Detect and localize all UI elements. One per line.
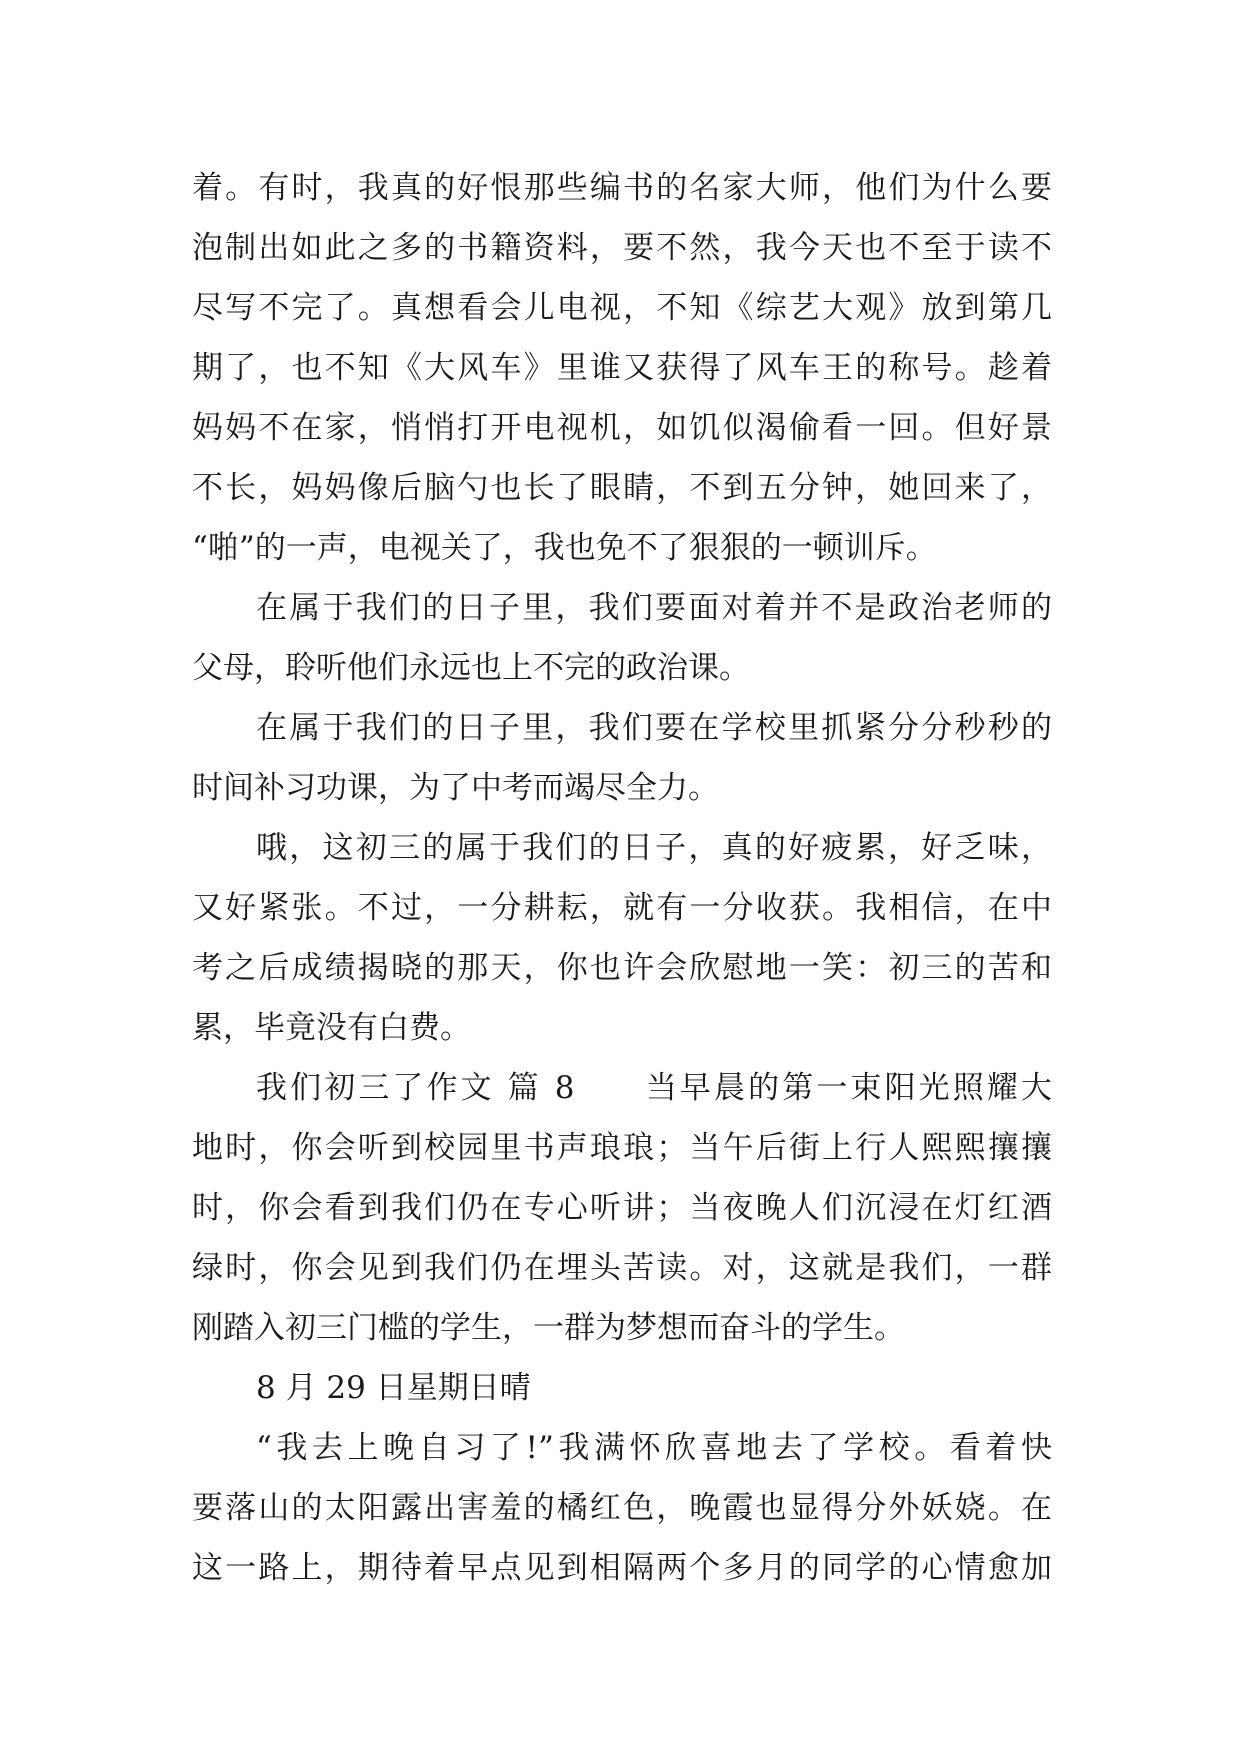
text-line: 不长，妈妈像后脑勺也长了眼睛，不到五分钟，她回来了， <box>192 470 1052 506</box>
text-line: 妈妈不在家，悄悄打开电视机，如饥似渴偷看一回。但好景 <box>192 410 1052 446</box>
text-line: 泡制出如此之多的书籍资料，要不然，我今天也不至于读不 <box>192 230 1052 266</box>
paragraph-first-line: “我去上晚自习了!”我满怀欣喜地去了学校。看着快 <box>256 1430 1052 1466</box>
text-line: 要落山的太阳露出害羞的橘红色，晚霞也显得分外妖娆。在 <box>192 1490 1052 1526</box>
paragraph-first-line: 在属于我们的日子里，我们要面对着并不是政治老师的 <box>256 590 1052 626</box>
text-line: 父母，聆听他们永远也上不完的政治课。 <box>192 650 750 686</box>
text-line: 考之后成绩揭晓的那天，你也许会欣慰地一笑：初三的苦和 <box>192 950 1052 986</box>
text-line: 地时，你会听到校园里书声琅琅；当午后街上行人熙熙攘攘 <box>192 1130 1052 1166</box>
text-line: 期了，也不知《大风车》里谁又获得了风车王的称号。趁着 <box>192 350 1052 386</box>
text-line: 着。有时，我真的好恨那些编书的名家大师，他们为什么要 <box>192 170 1052 206</box>
text-line: 时间补习功课，为了中考而竭尽全力。 <box>192 770 719 806</box>
section-heading-line: 我们初三了作文 篇 8 当早晨的第一束阳光照耀大 <box>256 1070 1052 1106</box>
text-line: “啪”的一声，电视关了，我也免不了狠狠的一顿训斥。 <box>192 530 937 566</box>
paragraph-first-line: 哦，这初三的属于我们的日子，真的好疲累，好乏味， <box>256 830 1052 866</box>
text-line: 时，你会看到我们仍在专心听讲；当夜晚人们沉浸在灯红酒 <box>192 1190 1052 1226</box>
text-line: 刚踏入初三门槛的学生，一群为梦想而奋斗的学生。 <box>192 1310 905 1346</box>
text-line: 又好紧张。不过，一分耕耘，就有一分收获。我相信，在中 <box>192 890 1052 926</box>
text-line: 累，毕竟没有白费。 <box>192 1010 471 1046</box>
text-line: 这一路上，期待着早点见到相隔两个多月的同学的心情愈加 <box>192 1550 1052 1586</box>
text-line: 绿时，你会见到我们仍在埋头苦读。对，这就是我们，一群 <box>192 1250 1052 1286</box>
text-line: 尽写不完了。真想看会儿电视，不知《综艺大观》放到第几 <box>192 290 1052 326</box>
date-line: 8 月 29 日星期日晴 <box>256 1370 531 1406</box>
paragraph-first-line: 在属于我们的日子里，我们要在学校里抓紧分分秒秒的 <box>256 710 1052 746</box>
